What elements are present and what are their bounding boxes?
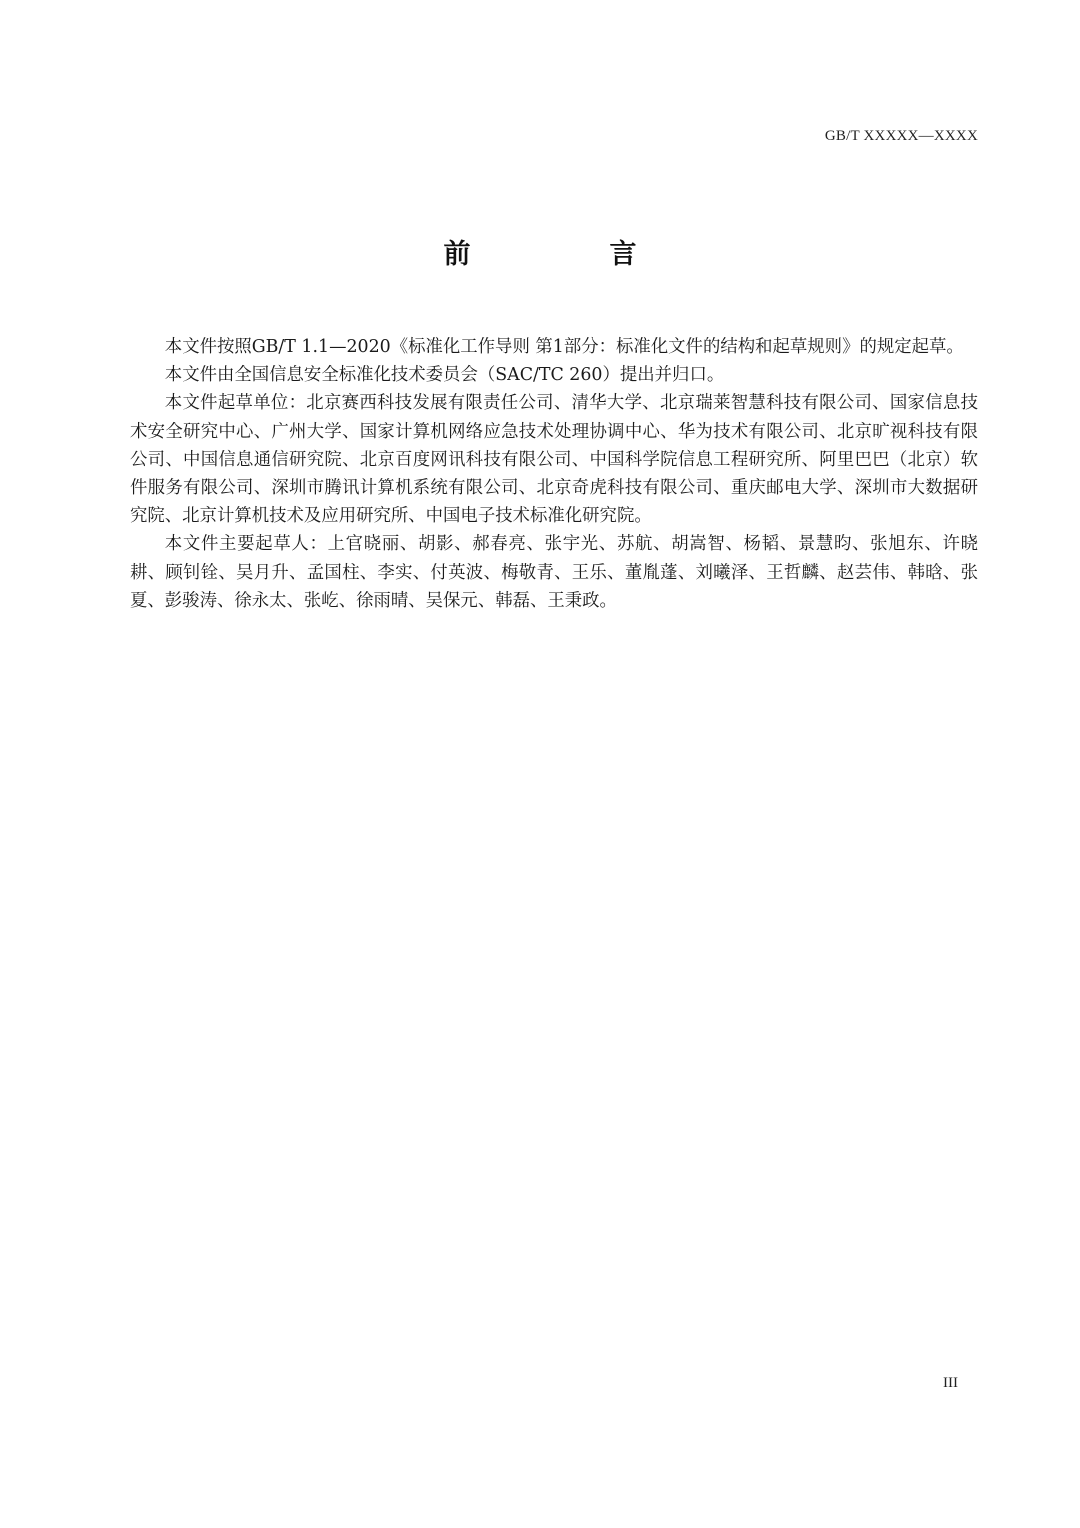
page-number: III: [943, 1375, 958, 1391]
foreword-body: [130, 333, 978, 615]
paragraph-drafting-rules: 本文件按照GB/T 1.1—2020《标准化工作导则 第1部分：标准化文件的结构和起草规则》的规定起草。: [164, 337, 964, 357]
standard-code: GB/T XXXXX—XXXX: [824, 128, 978, 144]
paragraph-committee: 本文件由全国信息安全标准化技术委员会（SAC/TC 260）提出并归口。: [164, 365, 725, 386]
paragraph-drafting-units: 本文件起草单位：北京赛西科技发展有限责任公司、清华大学、北京瑞莱智慧科技有限公司、国家信息技术安全研究中心、广州大学、国家计算机网络应急技术处理协调中心、华为技术有限公司、北京旷视科技有限公司、中国信息通信研究院、北京百度网讯科技有限公司、中国科学院信息工程研究所、阿里巴巴（北京）软件服务有限公司、深圳市腾讯计算机系统有限公司、北京奇虎科技有限公司、重庆邮电大学、深圳市大数据研究院、北京计算机技术及应用研究所、中国电子技术标准化研究院。: [130, 393, 978, 527]
page-title: 前 言: [443, 239, 693, 270]
paragraph-main-drafters: 本文件主要起草人：上官晓丽、胡影、郝春亮、张宇光、苏航、胡嵩智、杨韬、景慧昀、张旭东、许晓耕、顾钊铨、吴月升、孟国柱、李实、付英波、梅敬青、王乐、董胤蓬、刘曦泽、王哲麟、赵芸伟、韩晗、张夏、彭骏涛、徐永太、张屹、徐雨晴、吴保元、韩磊、王秉政。: [130, 534, 978, 611]
